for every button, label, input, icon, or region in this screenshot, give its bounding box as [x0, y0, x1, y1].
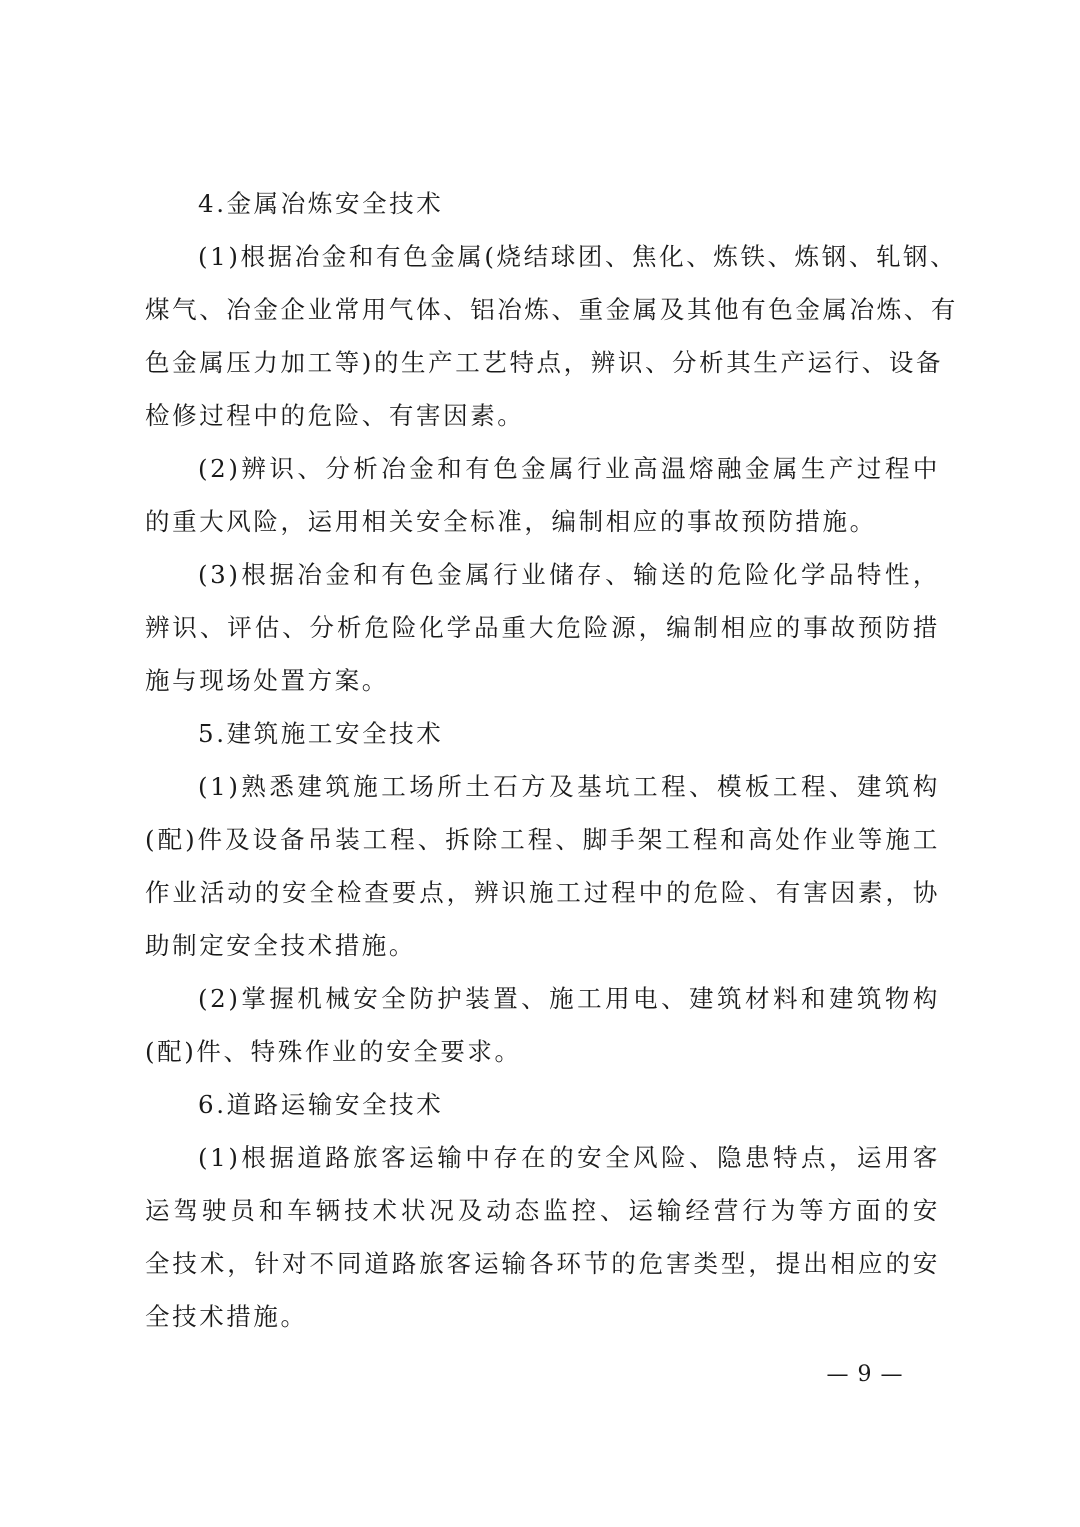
paragraph-line: 色金属压力加工等)的生产工艺特点，辨识、分析其生产运行、设备	[145, 348, 944, 377]
paragraph-line: (配)件、特殊作业的安全要求。	[145, 1037, 522, 1066]
page-number: — 9 —	[826, 1362, 904, 1387]
paragraph-line: 运驾驶员和车辆技术状况及动态监控、运输经营行为等方面的安	[145, 1196, 940, 1225]
paragraph-line: 的重大风险，运用相关安全标准，编制相应的事故预防措施。	[145, 507, 877, 536]
section-heading-road-transport: 6.道路运输安全技术	[198, 1090, 444, 1119]
paragraph-line: 煤气、冶金企业常用气体、铝冶炼、重金属及其他有色金属冶炼、有	[145, 295, 958, 324]
paragraph-line: (1)根据道路旅客运输中存在的安全风险、隐患特点，运用客	[198, 1143, 940, 1172]
paragraph-line: (2)辨识、分析冶金和有色金属行业高温熔融金属生产过程中	[198, 454, 940, 483]
paragraph-line: (1)根据冶金和有色金属(烧结球团、焦化、炼铁、炼钢、轧钢、	[198, 242, 958, 271]
section-heading-metal-smelting: 4.金属冶炼安全技术	[198, 189, 444, 218]
paragraph-line: (2)掌握机械安全防护装置、施工用电、建筑材料和建筑物构	[198, 984, 940, 1013]
paragraph-line: 全技术措施。	[145, 1302, 308, 1331]
paragraph-line: 辨识、评估、分析危险化学品重大危险源，编制相应的事故预防措	[145, 613, 940, 642]
paragraph-line: 全技术，针对不同道路旅客运输各环节的危害类型，提出相应的安	[145, 1249, 940, 1278]
paragraph-line: 施与现场处置方案。	[145, 666, 389, 695]
paragraph-line: 作业活动的安全检查要点，辨识施工过程中的危险、有害因素，协	[145, 878, 940, 907]
paragraph-line: 检修过程中的危险、有害因素。	[145, 401, 525, 430]
section-heading-construction: 5.建筑施工安全技术	[198, 719, 444, 748]
paragraph-line: (3)根据冶金和有色金属行业储存、输送的危险化学品特性，	[198, 560, 940, 589]
paragraph-line: (配)件及设备吊装工程、拆除工程、脚手架工程和高处作业等施工	[145, 825, 940, 854]
paragraph-line: 助制定安全技术措施。	[145, 931, 416, 960]
paragraph-line: (1)熟悉建筑施工场所土石方及基坑工程、模板工程、建筑构	[198, 772, 940, 801]
